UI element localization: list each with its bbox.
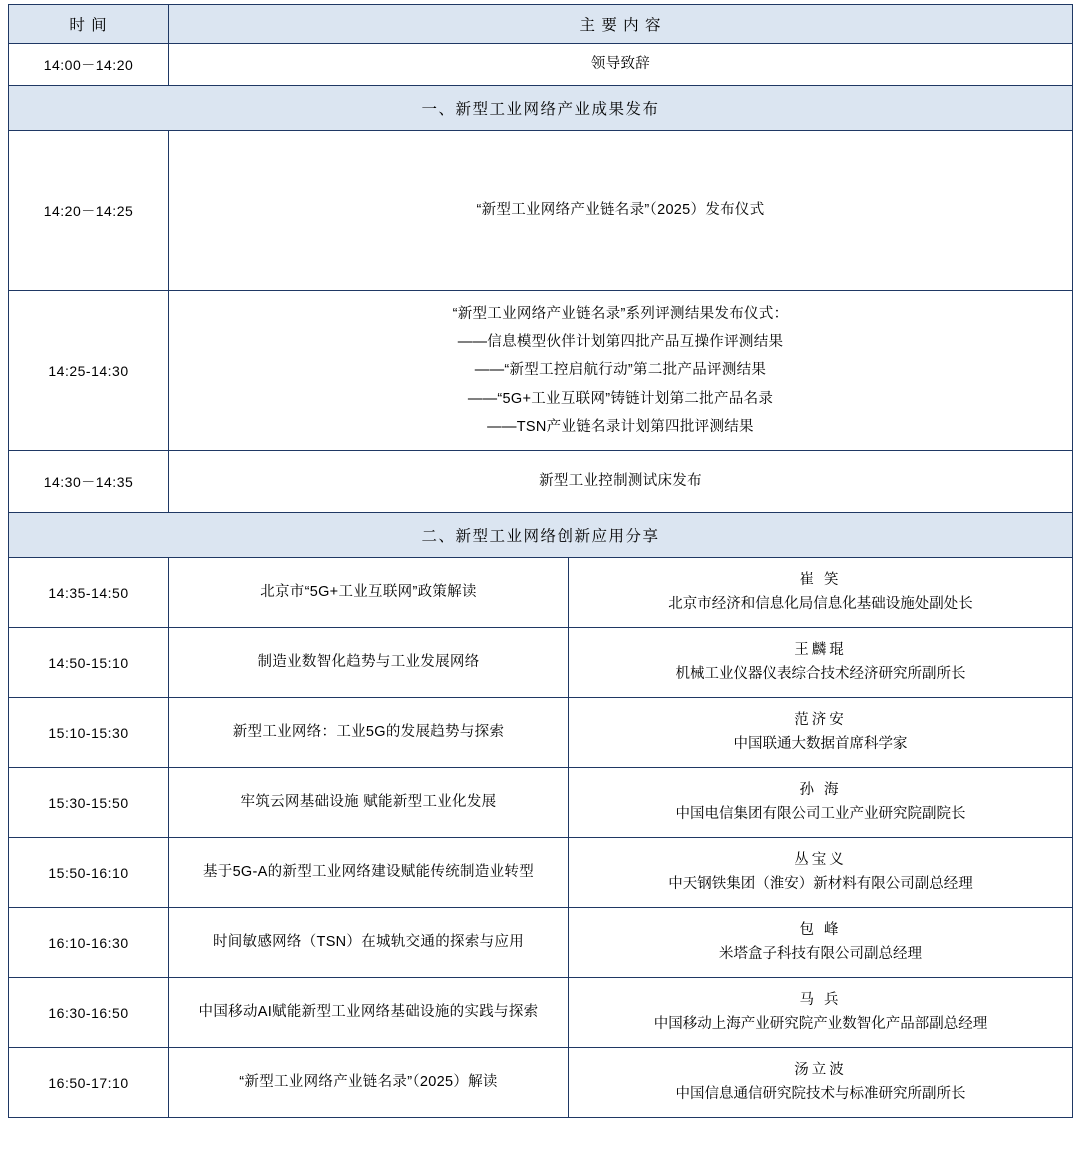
content-line: ——信息模型伙伴计划第四批产品互操作评测结果 [457,334,784,351]
speaker-name: 范济安 [794,712,847,729]
content-line: ——TSN产业链名录计划第四批评测结果 [487,418,754,435]
row-content [169,291,1073,451]
speaker-name: 马 兵 [799,992,842,1009]
table-row [9,1048,1073,1118]
section-title: 一、新型工业网络产业成果发布 [9,86,1073,131]
row-topic: 牢筑云网基础设施 赋能新型工业化发展 [169,768,569,838]
table-row [9,44,1073,86]
table-row [9,698,1073,768]
table-row [9,291,1073,451]
header-time: 时 间 [9,5,169,44]
content-line: ——“新型工控启航行动”第二批产品评测结果 [474,362,767,379]
section-header-row [9,513,1073,558]
table-row [9,908,1073,978]
table-row [9,838,1073,908]
row-speaker [569,698,1073,768]
speaker-title: 北京市经济和信息化局信息化基础设施处副处长 [668,595,973,612]
row-speaker [569,1048,1073,1118]
table-row [9,558,1073,628]
row-speaker [569,838,1073,908]
row-topic: 基于5G-A的新型工业网络建设赋能传统制造业转型 [169,838,569,908]
speaker-name: 王麟琨 [794,642,847,659]
row-time: 14:30－14:35 [9,451,169,513]
row-topic: 北京市“5G+工业互联网”政策解读 [169,558,569,628]
speaker-name: 包 峰 [799,922,842,939]
row-speaker [569,628,1073,698]
row-content: 领导致辞 [169,44,1073,86]
table-row [9,451,1073,513]
row-speaker [569,908,1073,978]
speaker-title: 中国联通大数据首席科学家 [733,735,908,752]
table-header-row [9,5,1073,44]
row-time: 14:00－14:20 [9,44,169,86]
row-time: 15:30-15:50 [9,768,169,838]
row-topic: 中国移动AI赋能新型工业网络基础设施的实践与探索 [169,978,569,1048]
speaker-name: 孙 海 [799,782,842,799]
row-speaker [569,558,1073,628]
content-line: “新型工业网络产业链名录”系列评测结果发布仪式： [452,305,789,322]
table-row [9,131,1073,291]
row-time: 16:10-16:30 [9,908,169,978]
row-time: 15:10-15:30 [9,698,169,768]
section-header-row [9,86,1073,131]
speaker-title: 米塔盒子科技有限公司副总经理 [719,945,922,962]
speaker-title: 中天钢铁集团（淮安）新材料有限公司副总经理 [668,875,973,892]
row-content: “新型工业网络产业链名录”（2025）发布仪式 [169,131,1073,291]
header-content: 主 要 内 容 [169,5,1073,44]
table-row [9,978,1073,1048]
row-topic: 时间敏感网络（TSN）在城轨交通的探索与应用 [169,908,569,978]
speaker-name: 崔 笑 [799,572,842,589]
row-topic: 新型工业网络：工业5G的发展趋势与探索 [169,698,569,768]
row-topic: “新型工业网络产业链名录”（2025）解读 [169,1048,569,1118]
speaker-title: 中国电信集团有限公司工业产业研究院副院长 [675,805,966,822]
row-speaker [569,768,1073,838]
table-row [9,628,1073,698]
speaker-name: 丛宝义 [794,852,847,869]
row-time: 14:35-14:50 [9,558,169,628]
speaker-title: 机械工业仪器仪表综合技术经济研究所副所长 [675,665,966,682]
row-time: 16:30-16:50 [9,978,169,1048]
row-topic: 制造业数智化趋势与工业发展网络 [169,628,569,698]
speaker-name: 汤立波 [794,1062,847,1079]
speaker-title: 中国移动上海产业研究院产业数智化产品部副总经理 [653,1015,988,1032]
row-content: 新型工业控制测试床发布 [169,451,1073,513]
content-line: ——“5G+工业互联网”铸链计划第二批产品名录 [467,390,774,407]
row-time: 14:25-14:30 [9,291,169,451]
speaker-title: 中国信息通信研究院技术与标准研究所副所长 [675,1085,966,1102]
row-time: 16:50-17:10 [9,1048,169,1118]
row-time: 15:50-16:10 [9,838,169,908]
agenda-table [8,4,1073,1118]
row-time: 14:20－14:25 [9,131,169,291]
row-speaker [569,978,1073,1048]
row-time: 14:50-15:10 [9,628,169,698]
table-row [9,768,1073,838]
section-title: 二、新型工业网络创新应用分享 [9,513,1073,558]
